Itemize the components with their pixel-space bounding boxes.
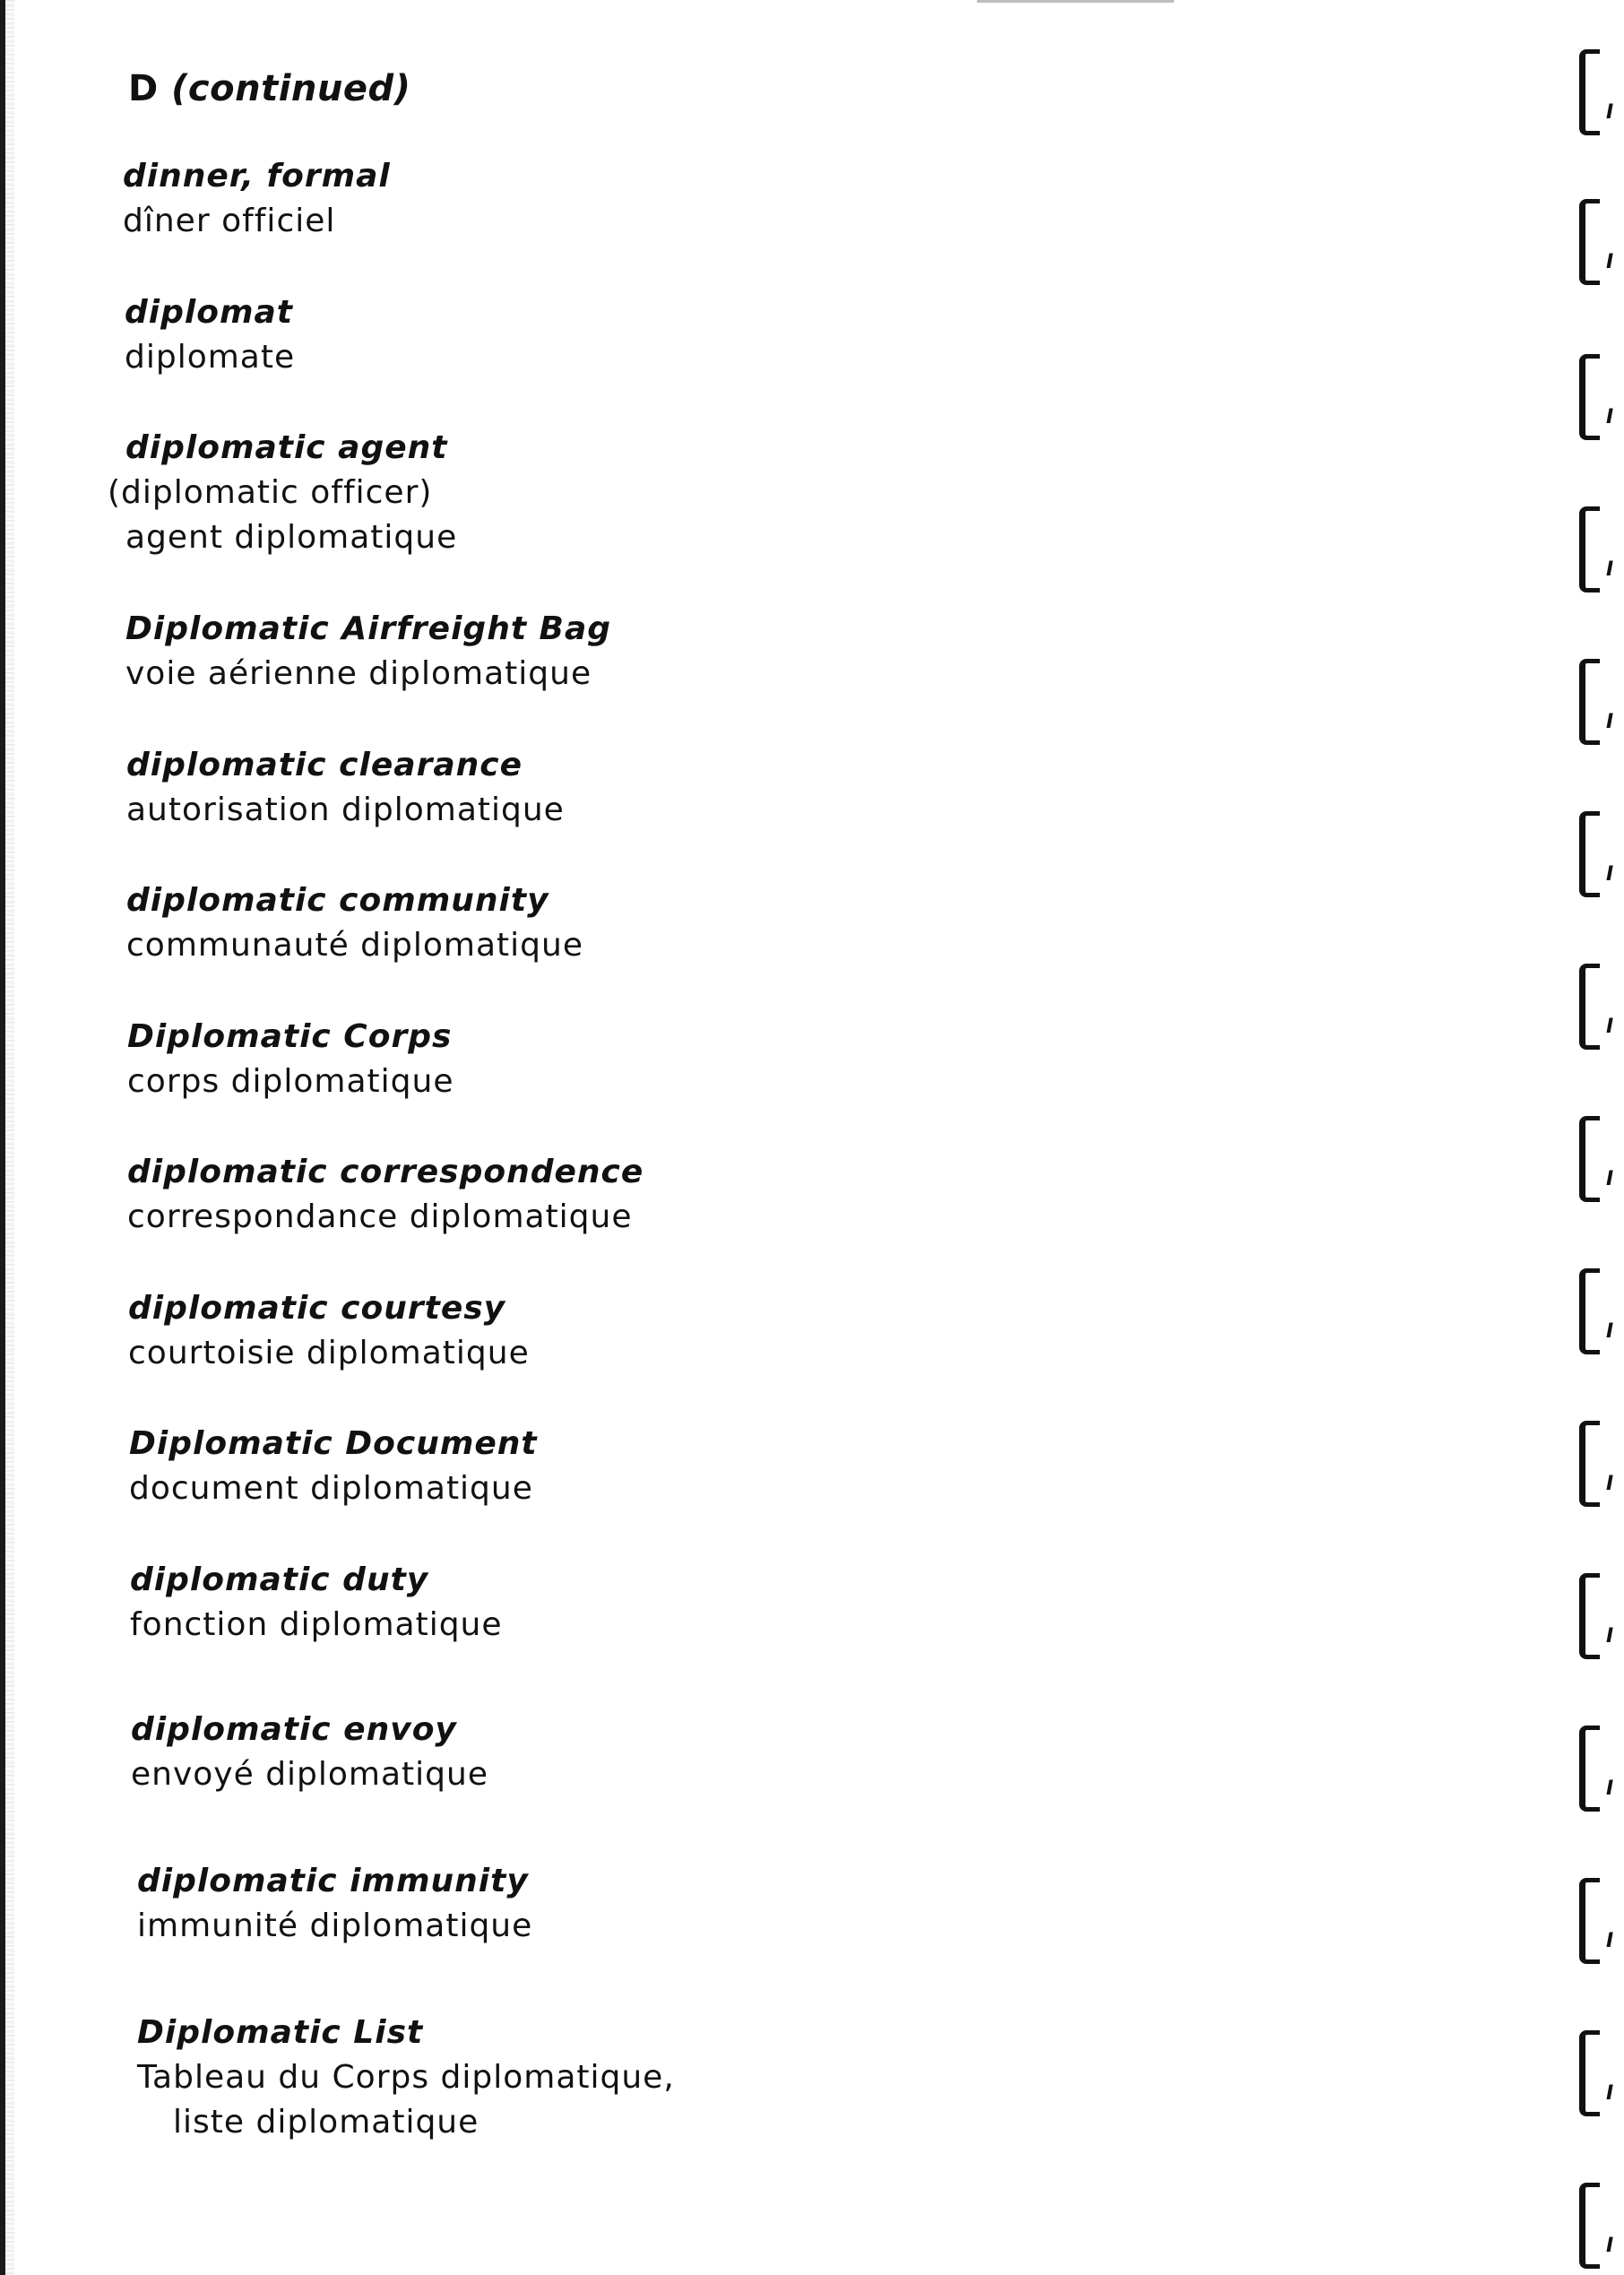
index-tab [1579, 1268, 1624, 1347]
tab-bracket [1579, 1116, 1600, 1202]
tab-bracket [1579, 964, 1600, 1050]
glossary-entry [137, 2011, 675, 2145]
section-heading [128, 68, 410, 109]
glossary-entry [126, 743, 565, 833]
glossary-entry [128, 1286, 530, 1376]
index-tab [1579, 354, 1624, 433]
glossary-entry [129, 1422, 538, 1511]
tab-mark: I [1606, 711, 1614, 733]
entry-french-term-continued: liste diplomatique [173, 2104, 479, 2141]
index-tab [1579, 49, 1624, 128]
entry-alternate-term: (diplomatic officer) [108, 474, 433, 511]
entry-french-term: diplomate [125, 339, 296, 376]
entry-french-term: dîner officiel [123, 203, 336, 239]
entry-english-term: Diplomatic Airfreight Bag [125, 610, 612, 647]
tab-bracket [1579, 1268, 1600, 1354]
entry-english-term: diplomatic clearance [126, 747, 523, 783]
tab-mark: I [1606, 1016, 1614, 1038]
section-letter: D [128, 68, 159, 109]
index-tab [1579, 964, 1624, 1042]
entry-english-term: Diplomatic Document [129, 1425, 538, 1462]
index-tab [1579, 1116, 1624, 1195]
glossary-entry [125, 290, 295, 380]
entry-english-term: Diplomatic Corps [127, 1018, 453, 1055]
tab-bracket [1579, 1573, 1600, 1659]
entry-french-term: communauté diplomatique [126, 927, 583, 964]
index-tab [1579, 1878, 1624, 1957]
tab-bracket [1579, 659, 1600, 745]
tab-bracket [1579, 506, 1600, 593]
entry-french-term: fonction diplomatique [130, 1606, 503, 1643]
entry-english-term: diplomatic duty [130, 1561, 429, 1598]
entry-english-term: diplomatic correspondence [127, 1154, 644, 1190]
entry-french-term: voie aérienne diplomatique [125, 655, 592, 692]
tab-mark: I [1606, 1625, 1614, 1648]
entry-french-term: Tableau du Corps diplomatique, [137, 2059, 675, 2096]
tab-bracket [1579, 811, 1600, 897]
entry-french-term: correspondance diplomatique [127, 1198, 633, 1235]
entry-english-term: Diplomatic List [137, 2014, 424, 2051]
glossary-entry [130, 1558, 503, 1648]
tab-bracket [1579, 1878, 1600, 1964]
tab-mark: I [1606, 406, 1614, 428]
glossary-entry [131, 1708, 488, 1797]
tab-bracket [1579, 1421, 1600, 1507]
index-tab [1579, 659, 1624, 738]
tab-mark: I [1606, 251, 1614, 273]
page-left-speckle [5, 0, 14, 2275]
tab-mark: I [1606, 1168, 1614, 1190]
glossary-entry [123, 154, 391, 244]
index-tab [1579, 811, 1624, 890]
entry-french-term: corps diplomatique [127, 1063, 454, 1100]
index-tab [1579, 199, 1624, 278]
tab-mark: I [1606, 2082, 1614, 2105]
index-tab [1579, 1573, 1624, 1652]
glossary-entry [108, 426, 458, 560]
index-tab [1579, 1726, 1624, 1804]
glossary-entry [125, 607, 611, 696]
tab-mark: I [1606, 558, 1614, 581]
tab-bracket [1579, 2183, 1600, 2269]
tab-mark: I [1606, 1930, 1614, 1952]
entry-french-term: courtoisie diplomatique [128, 1335, 530, 1371]
section-continued: (continued) [171, 68, 411, 109]
tab-mark: I [1606, 863, 1614, 886]
tab-mark: I [1606, 1778, 1614, 1800]
glossary-entry [127, 1015, 454, 1104]
index-tab [1579, 506, 1624, 585]
entry-english-term: diplomatic envoy [131, 1711, 457, 1748]
entry-french-term: autorisation diplomatique [126, 791, 565, 828]
entry-english-term: diplomatic agent [125, 429, 448, 466]
tab-mark: I [1606, 101, 1614, 124]
index-tab [1579, 1421, 1624, 1500]
tab-mark: I [1606, 1473, 1614, 1495]
tab-bracket [1579, 2030, 1600, 2116]
glossary-entry [137, 1859, 532, 1949]
entry-english-term: diplomat [125, 294, 293, 331]
index-tab [1579, 2183, 1624, 2262]
entry-english-term: diplomatic immunity [137, 1863, 529, 1899]
entry-english-term: diplomatic courtesy [128, 1290, 506, 1327]
tab-bracket [1579, 354, 1600, 440]
entry-french-term: immunité diplomatique [137, 1907, 533, 1944]
tab-bracket [1579, 1726, 1600, 1812]
glossary-entry [127, 1150, 644, 1240]
tab-mark: I [1606, 2235, 1614, 2257]
entry-english-term: dinner, formal [123, 158, 391, 195]
entry-french-term: document diplomatique [129, 1470, 533, 1507]
entry-english-term: diplomatic community [126, 882, 549, 919]
scan-top-mark [977, 0, 1174, 3]
glossary-entry [126, 878, 583, 968]
entry-french-term: envoyé diplomatique [131, 1756, 488, 1793]
entry-french-term: agent diplomatique [125, 519, 458, 556]
tab-bracket [1579, 49, 1600, 135]
index-tab [1579, 2030, 1624, 2109]
tab-mark: I [1606, 1320, 1614, 1343]
tab-bracket [1579, 199, 1600, 285]
